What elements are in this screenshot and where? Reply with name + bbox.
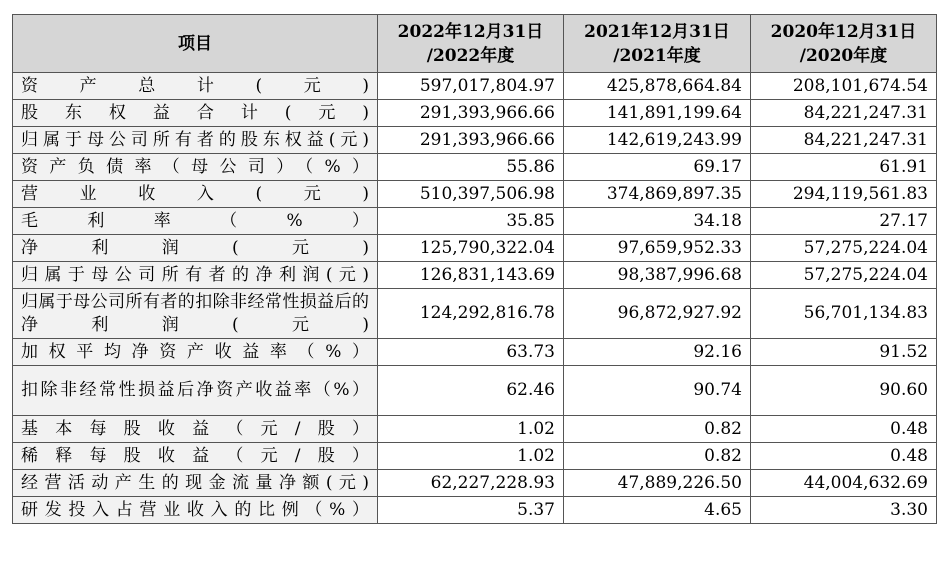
value-2020: 0.48: [751, 443, 937, 470]
value-2021: 47,889,226.50: [564, 470, 751, 497]
value-2020: 44,004,632.69: [751, 470, 937, 497]
row-label: 归属于母公司所有者的净利润(元): [13, 262, 378, 289]
value-2021: 374,869,897.35: [564, 181, 751, 208]
value-2021: 0.82: [564, 416, 751, 443]
row-label: 加权平均净资产收益率（%）: [13, 339, 378, 366]
value-2021: 96,872,927.92: [564, 289, 751, 339]
value-2021: 142,619,243.99: [564, 127, 751, 154]
value-2022: 597,017,804.97: [378, 73, 564, 100]
table-row: [13, 235, 937, 262]
header-2021-date: 2021年12月31日: [584, 21, 730, 42]
value-2020: 56,701,134.83: [751, 289, 937, 339]
table-row: [13, 154, 937, 181]
table-row: [13, 443, 937, 470]
value-2022: 124,292,816.78: [378, 289, 564, 339]
value-2022: 126,831,143.69: [378, 262, 564, 289]
value-2022: 63.73: [378, 339, 564, 366]
value-2020: 27.17: [751, 208, 937, 235]
table-row: [13, 416, 937, 443]
value-2022: 1.02: [378, 416, 564, 443]
value-2021: 34.18: [564, 208, 751, 235]
table-row: [13, 208, 937, 235]
value-2020: 84,221,247.31: [751, 100, 937, 127]
row-label: 营业收入(元): [13, 181, 378, 208]
financial-summary-table: [12, 14, 937, 524]
value-2020: 61.91: [751, 154, 937, 181]
header-2022: [378, 15, 564, 73]
header-2022-date: 2022年12月31日: [397, 21, 544, 42]
header-2020: [751, 15, 937, 73]
value-2021: 92.16: [564, 339, 751, 366]
value-2022: 1.02: [378, 443, 564, 470]
value-2022: 291,393,966.66: [378, 100, 564, 127]
value-2020: 294,119,561.83: [751, 181, 937, 208]
value-2022: 510,397,506.98: [378, 181, 564, 208]
value-2021: 69.17: [564, 154, 751, 181]
row-label: 毛利率（%）: [13, 208, 378, 235]
value-2020: 91.52: [751, 339, 937, 366]
value-2022: 55.86: [378, 154, 564, 181]
row-label: 资产总计(元): [13, 73, 378, 100]
value-2020: 0.48: [751, 416, 937, 443]
value-2022: 125,790,322.04: [378, 235, 564, 262]
value-2020: 57,275,224.04: [751, 235, 937, 262]
header-2020-date: 2020年12月31日: [770, 21, 917, 42]
table-row: [13, 181, 937, 208]
header-row: [13, 15, 937, 73]
row-label: 股东权益合计(元): [13, 100, 378, 127]
value-2021: 4.65: [564, 497, 751, 524]
value-2022: 5.37: [378, 497, 564, 524]
table-row: [13, 100, 937, 127]
header-2022-year: /2022年度: [426, 45, 515, 66]
table-row: [13, 262, 937, 289]
row-label: 归属于母公司所有者的股东权益(元): [13, 127, 378, 154]
value-2021: 425,878,664.84: [564, 73, 751, 100]
row-label: 研发投入占营业收入的比例（%）: [13, 497, 378, 524]
row-label: 归属于母公司所有者的扣除非经常性损益后的净利润(元): [13, 289, 378, 339]
value-2021: 98,387,996.68: [564, 262, 751, 289]
row-label: 经营活动产生的现金流量净额(元): [13, 470, 378, 497]
table-header: [13, 15, 937, 73]
header-2021: [564, 15, 751, 73]
row-label: 净利润(元): [13, 235, 378, 262]
table-row: [13, 289, 937, 339]
value-2022: 35.85: [378, 208, 564, 235]
row-label: 资产负债率（母公司）（%）: [13, 154, 378, 181]
value-2021: 0.82: [564, 443, 751, 470]
row-label: 稀释每股收益（元/股）: [13, 443, 378, 470]
row-label: 扣除非经常性损益后净资产收益率（%）: [13, 366, 378, 416]
table-body: [13, 73, 937, 524]
value-2021: 141,891,199.64: [564, 100, 751, 127]
header-2020-year: /2020年度: [799, 45, 888, 66]
table-row: [13, 127, 937, 154]
header-2021-year: /2021年度: [613, 45, 701, 66]
table-row: [13, 497, 937, 524]
value-2021: 90.74: [564, 366, 751, 416]
value-2020: 3.30: [751, 497, 937, 524]
value-2020: 90.60: [751, 366, 937, 416]
table-row: [13, 73, 937, 100]
value-2020: 84,221,247.31: [751, 127, 937, 154]
value-2022: 62,227,228.93: [378, 470, 564, 497]
row-label: 基本每股收益（元/股）: [13, 416, 378, 443]
header-item: 项目: [13, 15, 378, 73]
value-2022: 62.46: [378, 366, 564, 416]
value-2020: 208,101,674.54: [751, 73, 937, 100]
table-row: [13, 339, 937, 366]
value-2022: 291,393,966.66: [378, 127, 564, 154]
table-row: [13, 470, 937, 497]
value-2020: 57,275,224.04: [751, 262, 937, 289]
table-row: [13, 366, 937, 416]
value-2021: 97,659,952.33: [564, 235, 751, 262]
